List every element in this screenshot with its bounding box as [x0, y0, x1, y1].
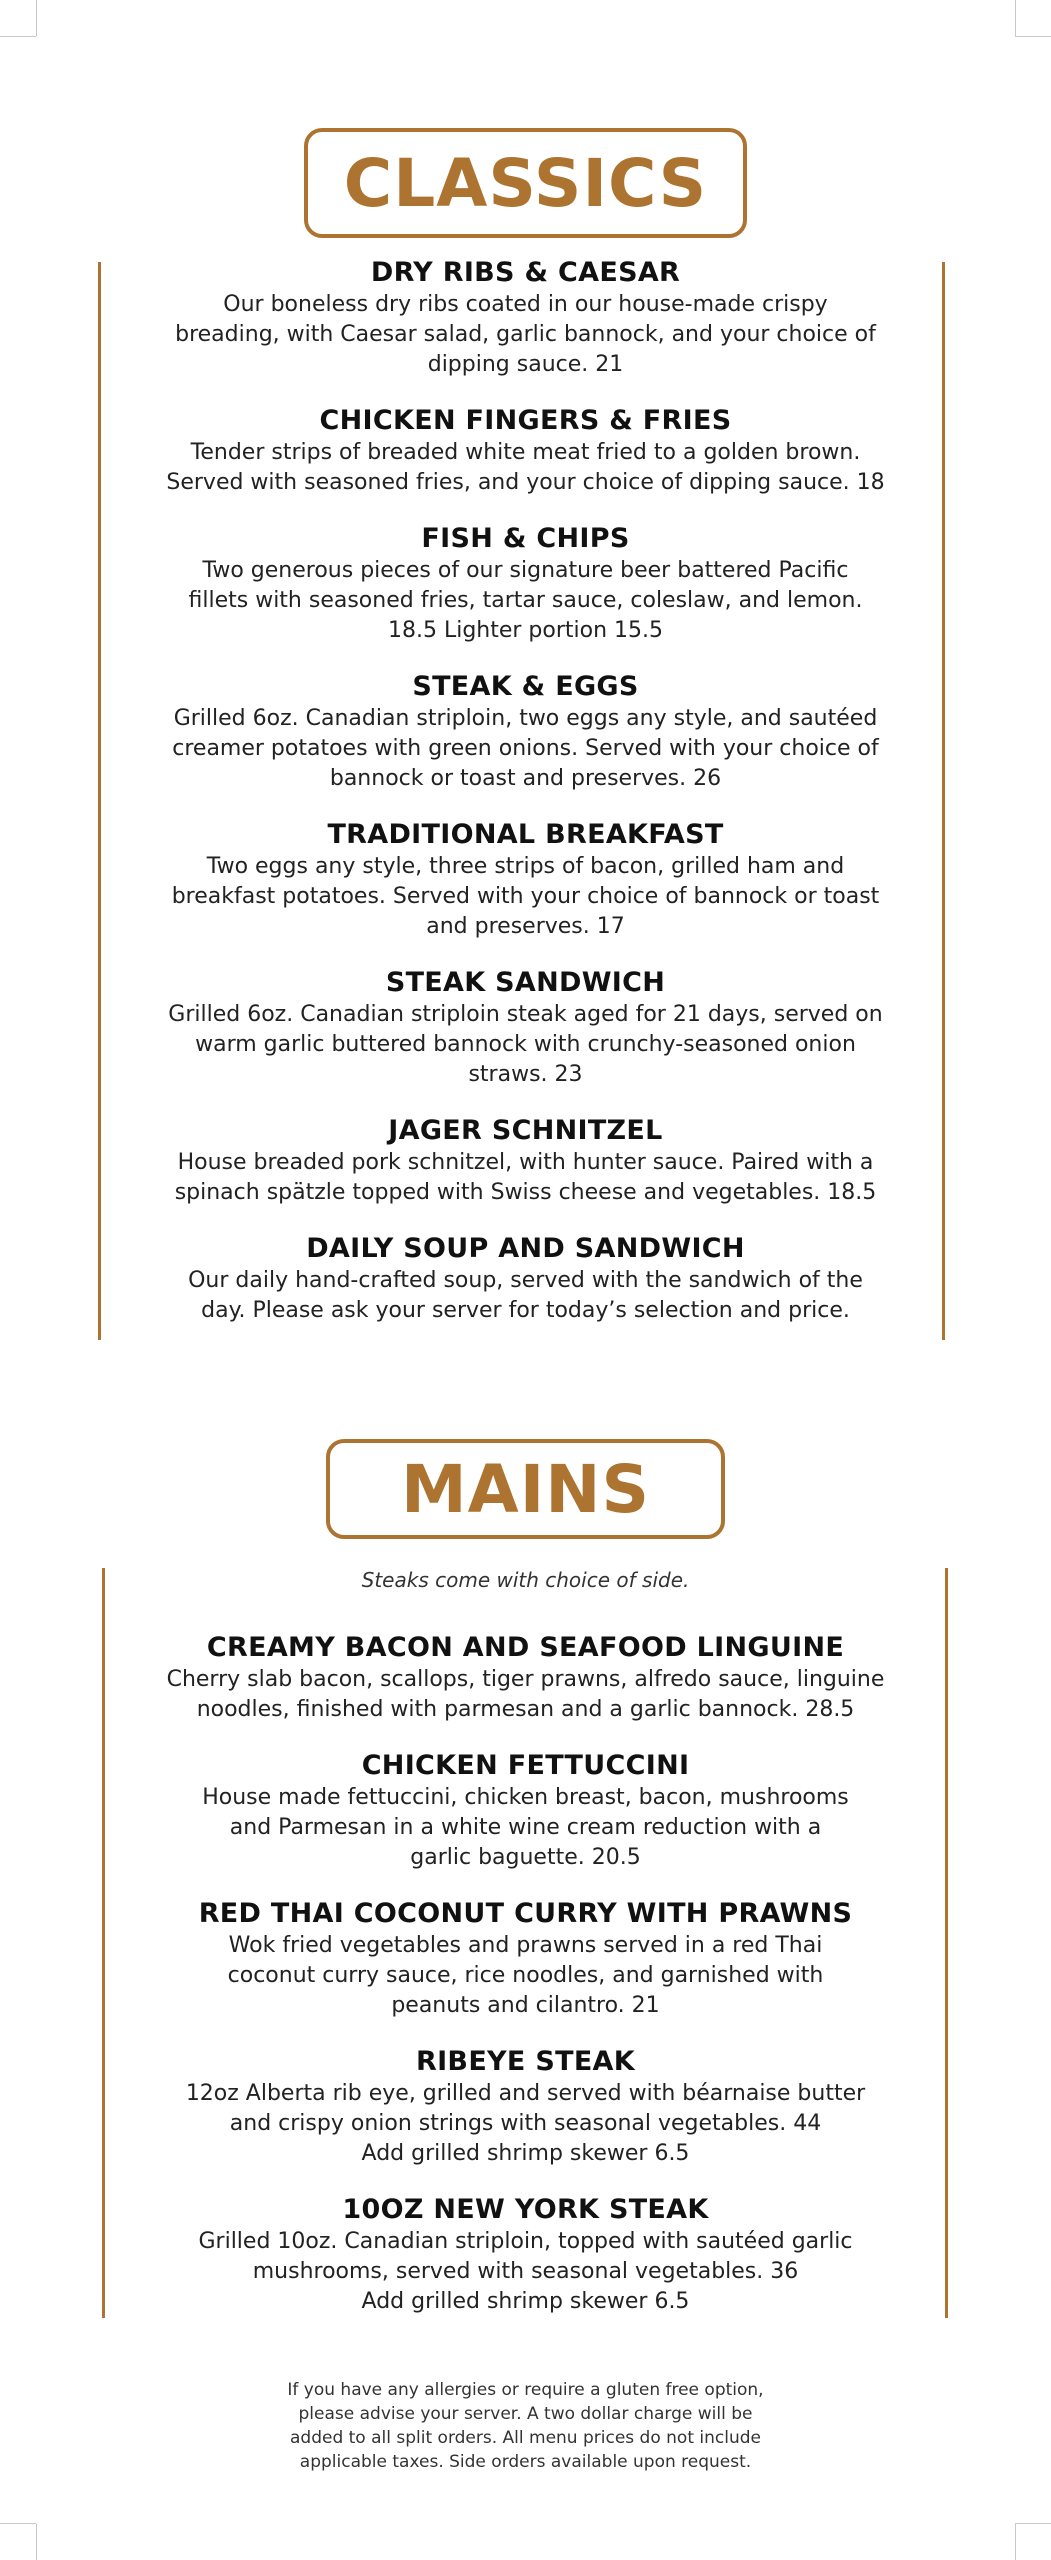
- menu-item-title: RIBEYE STEAK: [416, 2046, 635, 2077]
- menu-item-title: DRY RIBS & CAESAR: [370, 257, 681, 288]
- menu-item: [140, 966, 911, 1090]
- mains-left-rule: [102, 1568, 105, 2318]
- menu-item: [140, 1897, 911, 2021]
- menu-item-title: CHICKEN FINGERS & FRIES: [319, 405, 732, 436]
- menu-item: [140, 1749, 911, 1873]
- menu-item-description: Grilled 6oz. Canadian striploin steak aged for 21 days, served on warm garlic buttered bannock with crunchy-seasoned onion straws. 23: [168, 1002, 883, 1087]
- menu-item-title: STEAK SANDWICH: [385, 967, 666, 998]
- menu-item-title: STEAK & EGGS: [412, 671, 639, 702]
- menu-item: [140, 818, 911, 942]
- menu-item: [140, 404, 911, 498]
- menu-item: [140, 670, 911, 794]
- menu-item-description: Cherry slab bacon, scallops, tiger prawns, alfredo sauce, linguine noodles, finished with parmesan and a garlic bannock. 28.5: [166, 1667, 885, 1722]
- menu-item-title: FISH & CHIPS: [421, 523, 630, 554]
- crop-mark: [1015, 2523, 1051, 2524]
- menu-item-description: House breaded pork schnitzel, with hunter sauce. Paired with a spinach spätzle topped with Swiss cheese and vegetables. 18.5: [174, 1150, 877, 1205]
- crop-mark: [36, 2524, 37, 2560]
- menu-item-description: Grilled 10oz. Canadian striploin, topped with sautéed garlic mushrooms, served with seasonal vegetables. 36 Add grilled shrimp skewer 6.5: [198, 2229, 853, 2314]
- menu-item-title: DAILY SOUP AND SANDWICH: [306, 1233, 745, 1264]
- menu-item: [140, 522, 911, 646]
- menu-item-description: Tender strips of breaded white meat fried to a golden brown. Served with seasoned fries, and your choice of dipping sauce. 18: [166, 440, 885, 495]
- menu-item-title: CREAMY BACON AND SEAFOOD LINGUINE: [206, 1632, 845, 1663]
- crop-mark: [0, 2523, 36, 2524]
- menu-item-title: TRADITIONAL BREAKFAST: [327, 819, 724, 850]
- menu-item-title: CHICKEN FETTUCCINI: [361, 1750, 690, 1781]
- menu-item-title: RED THAI COCONUT CURRY WITH PRAWNS: [198, 1898, 853, 1929]
- menu-item-description: Our daily hand-crafted soup, served with the sandwich of the day. Please ask your server for today’s selection and price.: [188, 1268, 863, 1323]
- mains-heading-box: [326, 1439, 725, 1539]
- mains-right-rule: [945, 1568, 948, 2318]
- classics-heading: CLASSICS: [343, 144, 708, 222]
- menu-item-description: Wok fried vegetables and prawns served in a red Thai coconut curry sauce, rice noodles, and garnished with peanuts and cilantro. 21: [227, 1933, 824, 2018]
- mains-heading: MAINS: [400, 1450, 651, 1528]
- steaks-note: Steaks come with choice of side.: [361, 1568, 690, 1592]
- classics-left-rule: [98, 262, 101, 1340]
- mains-menu-list: [140, 1565, 911, 2341]
- crop-mark: [36, 0, 37, 36]
- menu-item: [140, 2193, 911, 2317]
- classics-right-rule: [942, 262, 945, 1340]
- classics-menu-list: [140, 256, 911, 1350]
- menu-item: [140, 2045, 911, 2169]
- menu-item-description: 12oz Alberta rib eye, grilled and served with béarnaise butter and crispy onion strings with seasonal vegetables. 44 Add grilled shrimp skewer 6.5: [185, 2081, 866, 2166]
- crop-mark: [0, 36, 36, 37]
- classics-heading-box: [304, 128, 747, 238]
- menu-item-description: Grilled 6oz. Canadian striploin, two eggs any style, and sautéed creamer potatoes with green onions. Served with your choice of bannock or toast and preserves. 26: [172, 706, 879, 791]
- footer-disclaimer: If you have any allergies or require a gluten free option, please advise your server. A two dollar charge will be added to all split orders. All menu prices do not include applicable taxes. Side orders available upon request.: [287, 2380, 764, 2472]
- menu-item: [140, 1631, 911, 1725]
- menu-item: [140, 1232, 911, 1326]
- menu-item: [140, 256, 911, 380]
- menu-item-description: Our boneless dry ribs coated in our house-made crispy breading, with Caesar salad, garlic bannock, and your choice of dipping sauce. 21: [175, 292, 876, 377]
- menu-item-title: JAGER SCHNITZEL: [388, 1115, 663, 1146]
- menu-item: [140, 1114, 911, 1208]
- menu-item-description: Two generous pieces of our signature beer battered Pacific fillets with seasoned fries, tartar sauce, coleslaw, and lemon. 18.5 Lighter portion 15.5: [188, 558, 863, 643]
- crop-mark: [1015, 36, 1051, 37]
- crop-mark: [1015, 0, 1016, 36]
- menu-item-title: 10OZ NEW YORK STEAK: [342, 2194, 709, 2225]
- menu-item-description: House made fettuccini, chicken breast, bacon, mushrooms and Parmesan in a white wine cream reduction with a garlic baguette. 20.5: [202, 1785, 849, 1870]
- menu-item-description: Two eggs any style, three strips of bacon, grilled ham and breakfast potatoes. Served with your choice of bannock or toast and preserves. 17: [171, 854, 880, 939]
- crop-mark: [1015, 2524, 1016, 2560]
